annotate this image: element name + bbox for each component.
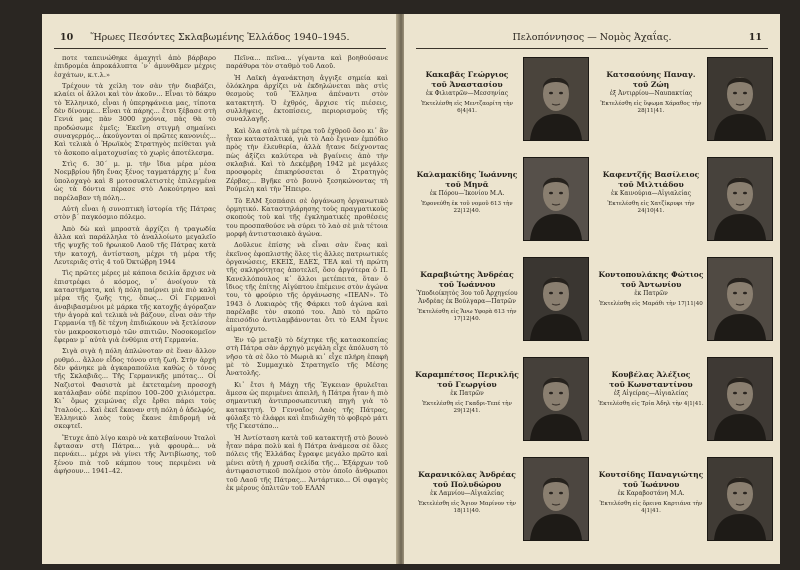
person-name: Κατσαούνης Παναγ.	[606, 70, 696, 79]
paragraph: Σιγὰ σιγὰ ἡ πόλη ἀπλώνοταν σὲ ἕναν ἄλλον ρυθμό... ἄλλον εἶδος τόνου στὴ ζωή. Στὴν ἀρχὴ δὲν φάνηκε μὰ ἀγκαραπούλια καθὼς ὁ τόνος τῆς Σκλαβιᾶς... Τῆς Γερμανικῆς μπότας... Οἱ Ναζιστοὶ Φασιστὰ μὲ ἐκτεταμένη προσοχὴ κατάλαβαν οὐδὲ περίπου 100–200 χιλιόμετρα. Κι᾽ ὅμως χειμώνας εἶχε ἔρθει πάρει τοὺς Ἰταλούς... Καὶ ἐκεῖ ἔκαναν στὴ πόλη ὁ ἀδελφός, Ἑλληνικὸ λαὸς τοὺς ἔκανε ἐπιδρομή νὰ σκεφτεῖ.	[54, 347, 216, 431]
paragraph: Καὶ ὅλα αὐτὰ τὰ μέτρα τοῦ ἐχθροῦ ὅσο κι᾽ ἂν ἦταν κατασταλτικά, γιὰ τὸ Λαὸ ἔγιναν ἐμπόδιο πρὸς τὴν ἐλευθερία, ἀλλὰ ἤτανε δείχνοντας πὼς ἀξίζει καλύτερα νὰ βγαίνεις ἀπὸ τὴν σκλαβιά. Καὶ τὸ Δεκέμβρη 1942 μὲ μεγάλες προσφορὲς ἐπικηρύσσεται ὁ Στρατηγὸς Ζέρβας... Βγῆκε στὸ βουνὸ ξεσηκώνοντας τὴ Ρούμελη καὶ τὴν Ἤπειρο.	[226, 126, 388, 194]
person-name: Καραβιώτης Ἀνδρέας	[420, 270, 514, 279]
portrait-photo	[524, 458, 588, 540]
person-fate: Ἐκτελέσθη εἰς Γκαδρι-Τεπέ τὴν 29|12|41.	[422, 401, 512, 414]
person-name: Καραμπέτσος Περικλῆς	[415, 370, 519, 379]
person-origin: Ὑποδιοίκητὸς 3ου τοῦ Ἀρχηγείου Ἀνδρέας ἐκ Βούλγαρα—Πατρῶν	[416, 290, 518, 305]
father-name: τοῦ Κωνσταντίνου	[609, 379, 693, 389]
paragraph: Τρέχουν τὰ χείλη τον σὰν τὴν διαβάζει, κλαίει οἱ ἄλλοι καὶ τὸν ἀκοῦν... Εἶναι τὸ δάκρυ τὸ Ἑλληνικό, εἶναι ἡ ὑπερηφάνεια μας, τίποτα δὲν δίνουμε... Εἶναι τὰ πάρης... ἔτσι ξέβασε στὴ Γενιά μας πὰν 3000 χρόνια, πὰς θὰ τὸ προδώσωμε ἐμεῖς; Ἐκεῖνη στιγμὴ σημαίνει συναγερμός... ἀκούγονται οἱ πρῶτες κανονιές... Καὶ τελικὰ ὁ Ἡρωϊκὸς Στρατηγὸς πείθεται γιὰ τὸ ἄσκοπο αἱματοχυσίας τὸ χωρὶς ἀποτέλεσμα.	[54, 82, 216, 157]
right-running-title: Πελοπόννησος — Νομὸς Ἀχαΐας.	[512, 32, 672, 43]
paragraph: Ἔτυχε ἀπὸ λίγο καιρὸ νὰ κατεβαίνουν Ἰταλοὶ ἔφτασαν στὴ Πάτρα... γιὰ φρουρὰ... νὰ περνάει... μέχρι νὰ γίνει τῆς Ἀντιβίωσης, τοῦ ξένου πιὰ τοῦ κάμπου τους περιμένει νὰ ἀφήσουν... 1941–42.	[54, 433, 216, 476]
person-fate: Ἐφονεύθη ἐκ τοῦ νομοῦ 613 τὴν 22|12|40.	[421, 201, 513, 214]
person-name: Κουβέλας Ἀλέξιος	[611, 370, 691, 379]
entry-text	[596, 370, 706, 408]
father-name: τοῦ Ἀντωνίου	[620, 279, 682, 289]
person-name: Κοντοπουλάκης Φώτιος	[598, 270, 704, 279]
entry-text	[412, 70, 522, 115]
father-name: τοῦ Μηνᾶ	[445, 179, 489, 189]
memorial-entry	[596, 258, 772, 358]
person-origin: ἐκ Φιλιατρῶν—Μεσσηνίας	[425, 90, 509, 97]
portrait-photo	[708, 258, 772, 340]
father-name: τοῦ Ἰωάννου	[622, 479, 680, 489]
person-origin: ἐκ Πατρῶν	[634, 290, 668, 297]
left-page-number: 10	[60, 32, 74, 43]
paragraph: Αὐτὴ εἶναι ἡ συνοπτικὴ ἱστορία τῆς Πάτρας στὸν β΄ παγκόσμιο πόλεμο.	[54, 204, 216, 222]
left-column-1	[54, 54, 216, 556]
paragraph: Ἡ Λαϊκὴ ἀγανάκτηση ἄγγιξε σημεία καὶ ὁλόκληρα ἀρχίζει νὰ ἐκδηλώνεται πὰς στὶς θεσμοὺς τοῦ Ἕλληνα ἀπέναντι στὸν κατακτητή. Ὁ ἐχθρός, ἄρχισε τίς πιέσεις, συλλήψεις, ἐκτοπίσεις, περιορισμοὺς τῆς συναλλαγῆς.	[226, 73, 388, 124]
person-name: Καρανικόλας Ἀνδρέας	[418, 470, 516, 479]
entry-text	[412, 370, 522, 415]
person-fate: Ἐκτελέσθη εἰς Ἄνω Υφορὰ 613 τὴν 17|12|40.	[417, 309, 517, 322]
person-fate: Ἐκτελέσθη εἰς Μεντζαορίτη τὴν 6|4|41.	[421, 101, 513, 114]
paragraph: Στὶς 6. 30΄ μ. μ. τὴν ἴδια μέρα μέσα Νοεμβρίου ἤδη ἔνας ξένος ταγματάρχης μ᾽ ἕνα ὑπολοχαγὸ καὶ 8 μοτοσυκλετιστὲς ἐπιλεγμένα ὡς τὰ δόντια πέρασε στὸ Λοκούτρηνο καὶ παρέλαβαν τὴ πόλη...	[54, 160, 216, 202]
person-fate: Ἐκτελέσθη εἰς Μαράθι τὴν 17|11|40	[599, 301, 703, 307]
person-name: Καλαμακίδης Ἰωάννης	[416, 170, 518, 179]
portrait-photo	[708, 158, 772, 240]
father-name: τοῦ Ζώη	[632, 79, 670, 89]
paragraph: Δοῦλευε ἐπίσης νὰ εἶναι σὰν ἕνας καὶ ἐκεῖνος ἐφοπλιστὴς ὅλες τὶς ἄλλες πατριωτικές ὀργανώσεις, ΕΚΕΙΣ, ΕΔΕΣ, ΤΕΑ καὶ τὴ πρώτη τῆς σκληρότητας ἀποτελεῖ, ὅσο ἀργότερα ὁ Π. Κανελλόπουλος κ᾽ ἄλλοι μετέπειτα, ὅταν ὁ ἴδιος τῆς ἐπίτης Αἰγύπτου ἐπέμεινε στὸν ἀγώνα του, τὸ φρούριο τῆς ὀργάνωσης «ΠΕΑΝ». Τὸ 1943 ὁ Λυκιαρὸς τῆς Φάρκει τοῦ ἀγώνα καὶ παρέλαβε τὸν σκοπό του. Ἀπὸ τὸ πρῶτο ἐπεισόδιο ἀντιλαμβάνονται ὅτι τὸ ΕΑΜ ἔγινε αἱματόχυτο.	[226, 241, 388, 333]
paragraph: Ἡ Ἀντίσταση κατὰ τοῦ κατακτητῇ στὸ βουνὸ ἦταν πάρα πολὺ καὶ ἡ Πάτρα ἀνάμεσα σὲ ὅλες πόλεις τῆς Ἑλλάδας ἔγραψε μεγάλο πρῶτο καὶ μένει αὐτὴ ἡ χρυσῆ σελίδα τῆς... Ἐξάρχων τοῦ ἀντιφασιστικοῦ πολέμου στὸν ὁποῖο ἄνθρωποι τοῦ Λαοῦ τῆς Πάτρας... Ἀντάρτικο... Οἱ σφαγὲς ἐκ μέρους ὁπλιτῶν τοῦ ΕΛΑΝ	[226, 433, 388, 492]
person-fate: Ἐκτελέσθη εἰς Τρία Ἀδηλ τὴν 4|1|41.	[598, 401, 704, 407]
entry-text	[596, 270, 706, 308]
portrait-photo	[524, 358, 588, 440]
portrait-photo	[708, 358, 772, 440]
paragraph: Πεῖνα... πεῖνα... γίγαντα καὶ βοηθούσανε παράθυρα τὸν σταθμὸ τοῦ Λαοῦ.	[226, 54, 388, 71]
paragraph: ποτε ταπεινώθηκε ἀμαχητὶ ἀπὸ βάρβαρο ἐπιδρομέα ἀπροκάλυπτα ᾽ν᾽ ἀμυνθᾶμεν μέχρις ἐσχάτων, κ.τ.λ.»	[54, 54, 216, 79]
portrait-photo	[708, 58, 772, 140]
portrait-photo	[524, 58, 588, 140]
memorial-entry	[596, 458, 772, 558]
person-name: Καφεντζῆς Βασίλειος	[602, 170, 700, 179]
person-origin: ἐκ Πατρῶν	[450, 390, 484, 397]
left-column-2	[226, 54, 388, 556]
entry-text	[412, 270, 522, 323]
person-origin: ἐκ Πόρου—Ἰκονίου Μ.Α.	[429, 190, 505, 197]
right-page-header	[404, 32, 780, 46]
person-fate: Ἐκτελέσθη εἰς ὄρεινα Καρτιάνα τὴν 4|1|41.	[599, 501, 703, 514]
left-page	[42, 14, 398, 564]
father-name: τοῦ Ἰωάννου	[438, 279, 496, 289]
paragraph: Τὸ ΕΑΜ ξεσπάσει σὲ ὀργάνωση ὀργανωτικὸ ὁρμητικό. Καταστηλάρησης τοὺς πραγματικοὺς σκοποὺς τοὺ καὶ τῆς ἐγκληματικές προθέσεις του προσπαθούσε νὰ σύρει τὸ λαὸ σὲ μιὰ τέτοια μορφὴ ἀντιστασιακὸ ἀγώνα.	[226, 196, 388, 238]
portrait-photo	[524, 258, 588, 340]
entry-text	[596, 70, 706, 115]
person-name: Κουτσίδης Παναγιώτης	[598, 470, 704, 479]
memorial-entry	[412, 58, 588, 158]
memorial-entry	[412, 258, 588, 358]
memorial-entry	[412, 158, 588, 258]
memorial-entry	[412, 458, 588, 558]
paragraph: Κι᾽ ἔτσι ἡ Μάχη τῆς Ἔγκειαν θρυλεῖται ἄμεσα ὡς περιμένει ἀπειλή, ἡ Πάτρα ἦταν ἡ πιὸ σημαντικὴ ἀντιπροσωπευτικὴ πηγὴ γιὰ τὸ κατακτητή. Ὁ Γενναῖος Λαὸς τῆς Πάτρας, φύλαξε τὸ ἐλάφρι καὶ ἐπιδιώχθη τὸ φοβερὸ μάτι τῆς Γκεστάπο...	[226, 380, 388, 431]
person-name: Κακαβᾶς Γεώργιος	[425, 70, 509, 79]
person-fate: Ἐκτελέσθη εἰς ὕψωμα Χάραθος τὴν 28|11|41.	[600, 101, 702, 114]
father-name: τοῦ Ἀναστασίου	[431, 79, 503, 89]
right-page-number: 11	[748, 32, 762, 43]
paragraph: Ἀπὸ δὼ καὶ μπροστὰ ἀρχίζει ἡ τραγωδία ἄλλα καὶ παράλληλα τὸ ἀναλλοίωτο μεγαλεῖο τῆς ψυχῆς τοῦ ἡρωικοῦ Λαοῦ τῆς Πάτρας κατὰ τὴν κατοχή, ἀντίσταση, μέχρι τὴ μέρα τῆς Λευτεριᾶς στὶς 4 τοῦ Ὀκτώβρη 1944	[54, 224, 216, 266]
left-header-rule	[54, 48, 386, 49]
father-name: τοῦ Μιλτιάδου	[618, 179, 684, 189]
paragraph: Τὶς πρῶτες μέρες μὲ κάποια δειλία ἄρχισε νὰ ἐπιστρέφει ὁ κόσμος, ν᾽ ἀνοίγουν τὰ καταστήματα, καὶ ἡ πόλη παίρνει μιὰ πιὸ καλὴ μέρα τῆς ζωῆς της, ὅπως... Οἱ Γερμανοὶ ἀναβιβασμένοι μὲ μάρκα τῆς κατοχῆς ἀγόραζαν τὴν ἀγορὰ καὶ τελικὰ νὰ βάζουν, εἶναι σὰν τὴν Γερμανία τῇ δὲ τέχνη ἐπιδιώκουν νὰ ξετλίσουν τὸν μακροσκοτισμὸ τῶν σπιτιῶν. Νοσοκομεῖον ἔφεραν μ᾽ αὐτὰ γιὰ ἐνθύμια στὴ Γερμανία.	[54, 269, 216, 344]
person-fate: Ἐκτελέσθη εἰς Ἄγιον Μαρίνον τὴν 18|11|40.	[418, 501, 516, 514]
memorial-entry	[596, 358, 772, 458]
person-fate: Ἐκτελέσθη εἰς Χατζίκρυφι τὴν 24|10|41.	[607, 201, 695, 214]
entry-text	[412, 470, 522, 515]
right-header-rule	[416, 48, 768, 49]
memorial-entry	[596, 58, 772, 158]
person-origin: ἐκ Καινούρια—Αἰγιαλείας	[611, 190, 691, 197]
person-origin: ἐξ Αἰγείρας—Αἰγιαλείας	[613, 390, 689, 397]
paragraph: Ἐν τῷ μεταξὺ τὸ δέχτηκε τῆς κατασκοπείας στὴ Πάτρα σὰν ἀρχηγὸ μεγάλη εἶχε ἀπόλυση τὸ νῆσο τὰ σὲ ὅλο τὸ Μωριὰ κι᾽ εἶχε πλήρη ἐπαφὴ μὲ τὸ Συμμαχικὸ Στρατηγεῖο τῆς Μέσης Ἀνατολῆς.	[226, 336, 388, 378]
memorial-entry	[596, 158, 772, 258]
person-origin: ἐξ Ἀντιρρίου—Ναυπακτίας	[609, 90, 693, 97]
entry-text	[596, 470, 706, 515]
person-origin: ἐκ Λαμνίου—Αἰγιαλείας	[430, 490, 504, 497]
entry-text	[412, 170, 522, 215]
left-running-title: Ἥρωες Πεσόντες Σκλαβωμένης Ἑλλάδος 1940–1945.	[90, 32, 350, 43]
right-page	[404, 14, 780, 564]
memorial-entry	[412, 358, 588, 458]
entry-text	[596, 170, 706, 215]
portrait-photo	[708, 458, 772, 540]
left-page-header	[42, 32, 398, 46]
father-name: τοῦ Πολυδώρου	[432, 479, 502, 489]
portrait-photo	[524, 158, 588, 240]
father-name: τοῦ Γεωργίου	[437, 379, 497, 389]
person-origin: ἐκ Καραβοστάνη Μ.Α.	[617, 490, 685, 497]
